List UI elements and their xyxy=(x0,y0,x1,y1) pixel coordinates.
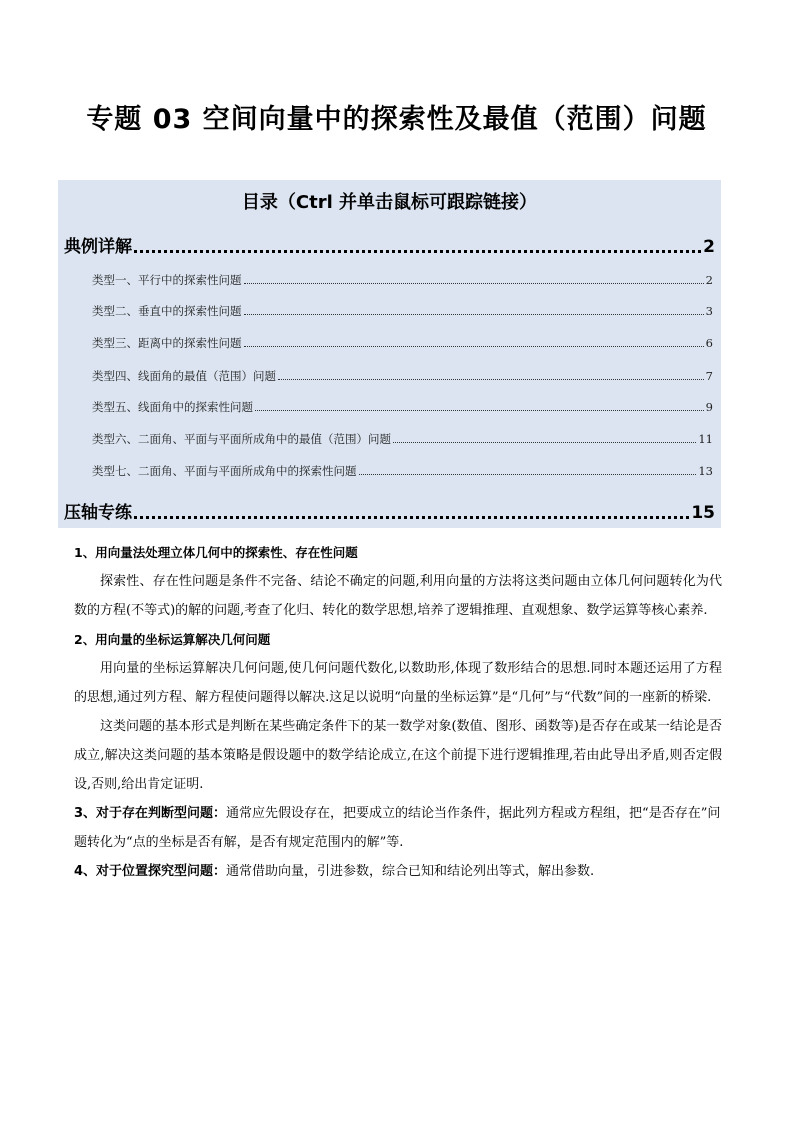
toc-page-number: 13 xyxy=(698,464,713,478)
toc-leader-dots xyxy=(244,283,704,284)
toc-item-label: 类型二、垂直中的探索性问题 xyxy=(92,304,242,318)
section-3 xyxy=(74,799,722,857)
paragraph-1: 探索性、存在性问题是条件不完备、结论不确定的问题,利用向量的方法将这类问题由立体几何问题转化为代数的方程(不等式)的解的问题,考查了化归、转化的数学思想,培养了逻辑推理、直观想象、数学运算等核心素养. xyxy=(74,574,722,618)
content-body xyxy=(74,538,722,886)
toc-item-label: 类型五、线面角中的探索性问题 xyxy=(92,400,253,414)
paragraph-3: 这类问题的基本形式是判断在某些确定条件下的某一数学对象(数值、图形、函数等)是否存在或某一结论是否成立,解决这类问题的基本策略是假设题中的数学结论成立,在这个前提下进行逻辑推理,若由此导出矛盾,则否定假设,否则,给出肯定证明. xyxy=(74,719,722,792)
table-of-contents xyxy=(58,180,721,528)
toc-item-type-7[interactable] xyxy=(92,463,713,479)
section-heading-1: 1、用向量法处理立体几何中的探索性、存在性问题 xyxy=(74,545,358,560)
toc-leader-dots xyxy=(393,442,696,443)
toc-page-number: 6 xyxy=(705,336,713,350)
toc-heading: 目录（Ctrl 并单击鼠标可跟踪链接） xyxy=(241,192,538,213)
section-4 xyxy=(74,857,722,886)
page-title: 专题 03 空间向量中的探索性及最值（范围）问题 xyxy=(86,104,707,135)
toc-item-type-5[interactable] xyxy=(92,399,713,415)
toc-leader-dots xyxy=(134,516,689,519)
toc-page-number: 3 xyxy=(705,304,713,318)
toc-leader-dots xyxy=(278,379,704,380)
toc-leader-dots xyxy=(134,250,701,253)
section-heading-4: 4、对于位置探究型问题： xyxy=(74,864,227,879)
toc-section-label: 压轴专练 xyxy=(64,503,132,523)
toc-page-number: 2 xyxy=(703,237,715,257)
toc-item-label: 类型七、二面角、平面与平面所成角中的探索性问题 xyxy=(92,464,357,478)
paragraph-5: 通常借助向量，引进参数，综合已知和结论列出等式，解出参数. xyxy=(226,864,595,879)
toc-section-exercises[interactable] xyxy=(64,498,715,523)
toc-leader-dots xyxy=(255,410,704,411)
toc-leader-dots xyxy=(244,314,704,315)
toc-item-label: 类型三、距离中的探索性问题 xyxy=(92,336,242,350)
toc-page-number: 7 xyxy=(705,369,713,383)
toc-page-number: 9 xyxy=(705,400,713,414)
toc-item-type-2[interactable] xyxy=(92,303,713,319)
toc-leader-dots xyxy=(244,346,704,347)
toc-page-number: 11 xyxy=(698,432,713,446)
toc-item-type-6[interactable] xyxy=(92,431,713,447)
paragraph-4: 通常应先假设存在，把要成立的结论当作条件，据此列方程或方程组，把“是否存在”问题转化为“点的坐标是否有解，是否有规定范围内的解”等. xyxy=(74,806,721,850)
section-heading-3: 3、对于存在判断型问题： xyxy=(74,806,227,821)
toc-page-number: 2 xyxy=(705,273,713,287)
toc-item-label: 类型一、平行中的探索性问题 xyxy=(92,273,242,287)
toc-section-label: 典例详解 xyxy=(64,237,132,257)
toc-item-type-3[interactable] xyxy=(92,335,713,351)
section-heading-2: 2、用向量的坐标运算解决几何问题 xyxy=(74,632,271,647)
toc-item-type-1[interactable] xyxy=(92,272,713,288)
toc-item-label: 类型四、线面角的最值（范围）问题 xyxy=(92,369,276,383)
toc-item-label: 类型六、二面角、平面与平面所成角中的最值（范围）问题 xyxy=(92,432,391,446)
toc-item-type-4[interactable] xyxy=(92,368,713,384)
paragraph-2: 用向量的坐标运算解决几何问题,使几何问题代数化,以数助形,体现了数形结合的思想.同时本题还运用了方程的思想,通过列方程、解方程使问题得以解决.这足以说明“向量的坐标运算”是“几何”与“代数”间的一座新的桥梁. xyxy=(74,661,722,705)
toc-page-number: 15 xyxy=(691,503,715,523)
toc-leader-dots xyxy=(359,474,697,475)
toc-section-examples[interactable] xyxy=(64,232,715,257)
